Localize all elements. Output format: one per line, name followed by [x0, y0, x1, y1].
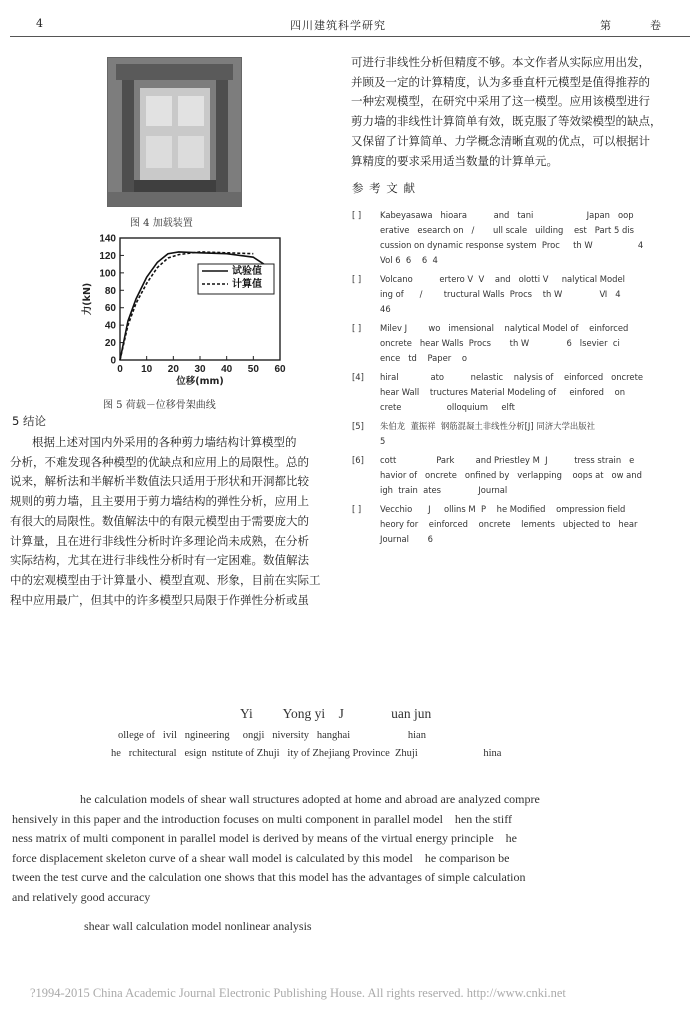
abstract-line: he calculation models of shear wall structures adopted at home and abroad are analyzed compre: [80, 792, 540, 806]
text-line: 又保留了计算简单、力学概念清晰直观的优点，可以根据计: [351, 133, 650, 148]
x-tick-label: 40: [221, 364, 233, 375]
reference-line: crete olloquium elft: [380, 402, 515, 412]
affiliation-2: he rchitectural esign nstitute of Zhuji ity of Zhejiang Province Zhuji hina: [111, 748, 502, 759]
reference-line: oncrete hear Walls Procs th W 6 lsevier ci: [380, 338, 620, 348]
text-line: 规则的剪力墙，且主要用于剪力墙结构的弹性分析，应用上: [10, 494, 309, 509]
reference-line: 朱伯龙 董振祥 钢筋混凝土非线性分析[J] 同济大学出版社: [380, 421, 595, 431]
english-authors: Yi Yong yi J uan jun: [240, 706, 432, 721]
reference-line: Journal 6: [380, 534, 433, 544]
reference-item: [352, 419, 672, 449]
running-header: [10, 14, 690, 37]
text-line: 可进行非线性分析但精度不够。本文作者从实际应用出发，: [351, 55, 650, 69]
reference-line: Volcano ertero V V and olotti V nalytical Model: [380, 274, 625, 284]
volume-label-1: 第: [600, 19, 611, 32]
affiliation-1: ollege of ivil ngineering ongji niversity hanghai hian: [118, 730, 426, 741]
reference-number: [6]: [352, 455, 364, 465]
reference-line: igh train ates Journal: [380, 485, 508, 495]
reference-line: heory for einforced oncrete lements ubjected to hear: [380, 519, 638, 529]
text-line: 算精度的要求采用适当数量的计算单元。: [351, 153, 558, 168]
reference-number: [ ]: [352, 323, 362, 333]
x-tick-label: 10: [141, 364, 153, 375]
reference-line: ing of / tructural Walls Procs th W Ⅵ 4: [380, 289, 621, 299]
text-line: 有很大的局限性。数值解法中的有限元模型由于需要庞大的: [10, 513, 309, 528]
x-tick-label: 20: [167, 364, 179, 375]
reference-item: [352, 502, 672, 547]
y-tick-label: 140: [99, 233, 116, 245]
y-tick-label: 0: [110, 355, 116, 367]
text-line: 实际结构，尤其在进行非线性分析时有一定困难。数值解法: [10, 553, 309, 568]
abstract-line: force displacement skeleton curve of a shear wall model is calculated by this model he comparison be: [12, 850, 510, 865]
reference-line: Vol 6 6 6 4: [380, 255, 438, 265]
reference-line: Kabeyasawa hioara and tani Japan oop: [380, 210, 634, 220]
reference-line: 5: [380, 436, 386, 446]
reference-line: cussion on dynamic response system Proc th W 4: [380, 240, 644, 250]
text-line: 程中应用最广，但其中的许多模型只局限于作弹性分析或虽: [10, 592, 309, 607]
reference-line: havior of oncrete onfined by verlapping oops at ow and: [380, 470, 642, 480]
x-tick-label: 30: [194, 364, 206, 375]
text-line: 剪力墙的非线性计算简单有效，既克服了等效梁模型的缺点，: [351, 114, 662, 129]
y-axis-label: 力(kN): [82, 282, 93, 316]
y-tick-label: 20: [104, 338, 116, 350]
abstract-line: hensively in this paper and the introduction focuses on multi component in parallel model hen the stiff: [12, 811, 513, 826]
reference-line: erative esearch on / ull scale uilding est Part 5 dis: [380, 225, 634, 235]
english-abstract: [12, 790, 684, 908]
reference-item: [352, 370, 672, 415]
reference-line: Vecchio J ollins M P he Modified ompression field: [380, 504, 626, 514]
text-line: 根据上述对国内外采用的各种剪力墙结构计算模型的: [32, 435, 297, 449]
references-heading: 参 考 文 献: [352, 181, 416, 195]
right-column-paragraph: [351, 53, 676, 171]
reference-line: Milev J wo imensional nalytical Model of einforced: [380, 323, 629, 333]
y-tick-label: 120: [99, 250, 116, 262]
reference-number: [4]: [352, 372, 364, 382]
reference-line: ence td Paper o: [380, 353, 467, 363]
y-tick-label: 60: [104, 303, 116, 315]
text-line: 计算量，且在进行非线性分析时许多理论尚未成熟，在分析: [10, 533, 309, 548]
x-tick-label: 60: [274, 364, 286, 375]
y-tick-label: 100: [99, 268, 116, 280]
reference-item: [352, 272, 672, 317]
reference-number: [ ]: [352, 274, 362, 284]
reference-item: [352, 208, 672, 268]
text-line: 并顾及一定的计算精度，认为多垂直杆元模型是值得推荐的: [351, 74, 650, 89]
figure5-caption: 图 5 荷载－位移骨架曲线: [103, 400, 216, 411]
y-tick-label: 80: [104, 285, 116, 297]
text-line: 分析，不难发现各种模型的优缺点和应用上的局限性。总的: [10, 454, 309, 469]
reference-line: hiral ato nelastic nalysis of einforced oncrete: [380, 372, 644, 382]
reference-item: [352, 453, 672, 498]
english-keywords: shear wall calculation model nonlinear analysis: [84, 919, 312, 933]
abstract-line: ness matrix of multi component in parallel model is derived by means of the virtual energy principle he: [12, 831, 517, 846]
reference-line: hear Wall tructures Material Modeling of einfored on: [380, 387, 626, 397]
reference-list: [352, 208, 672, 547]
journal-title: 四川建筑科学研究: [290, 19, 386, 32]
legend-label: 计算值: [232, 279, 262, 290]
reference-item: [352, 321, 672, 366]
reference-line: 46: [380, 304, 391, 314]
reference-number: [5]: [352, 421, 364, 431]
text-line: 一种宏观模型，在研究中采用了这一模型。应用该模型进行: [351, 94, 650, 109]
page-number: 4: [36, 17, 43, 30]
x-tick-label: 50: [247, 364, 259, 375]
reference-line: cott Park and Priestley M J tress strain e: [380, 455, 635, 465]
reference-number: [ ]: [352, 504, 362, 514]
reference-number: [ ]: [352, 210, 362, 220]
figure4-caption: 图 4 加载装置: [130, 218, 193, 229]
plot-frame: [120, 238, 280, 360]
load-displacement-chart: [80, 230, 295, 390]
text-line: 中的宏观模型由于计算量小、模型直观、形象，目前在实际工: [10, 572, 321, 587]
text-line: 说来，解析法和半解析半数值法只适用于形状和开洞都比较: [10, 474, 309, 489]
x-axis-label: 位移(mm): [176, 376, 224, 387]
abstract-line: and relatively good accuracy: [12, 889, 151, 904]
y-tick-label: 40: [104, 320, 116, 332]
conclusion-paragraph: [10, 433, 330, 610]
section5-heading: 5 结论: [12, 414, 46, 428]
legend-label: 试验值: [232, 266, 262, 277]
abstract-line: tween the test curve and the calculation one shows that this model has the advantages of simple calculation: [12, 870, 526, 885]
copyright-footer: ?1994-2015 China Academic Journal Electronic Publishing House. All rights reserved. http://www.cnki.net: [30, 986, 566, 1000]
x-tick-label: 0: [117, 364, 123, 375]
volume-label-2: 卷: [650, 19, 661, 32]
loading-setup-photo: [107, 57, 242, 207]
